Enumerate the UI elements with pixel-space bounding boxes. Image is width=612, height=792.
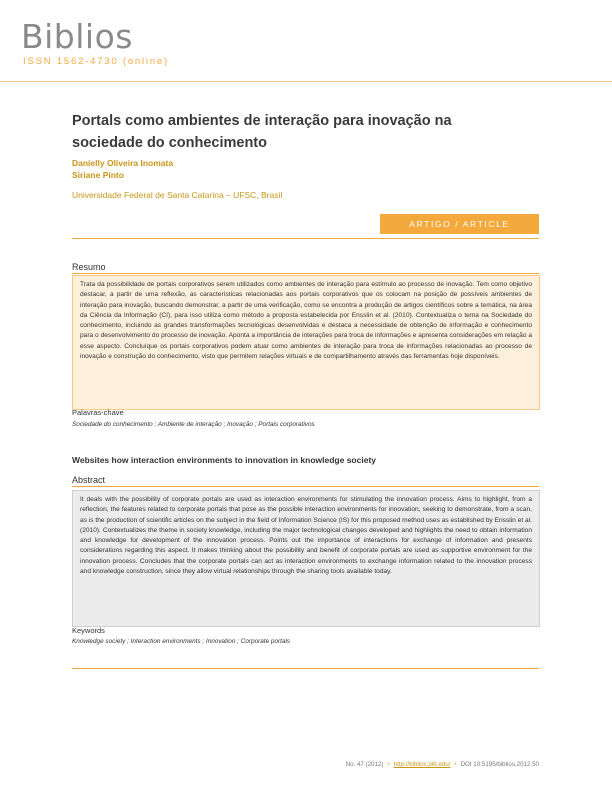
author-name: Siriane Pinto	[72, 170, 124, 180]
issue-number: No. 47 (2012)	[345, 761, 384, 768]
resumo-keywords-label: Palavras-chave	[72, 408, 124, 417]
article-type-badge: ARTIGO / ARTICLE	[380, 214, 539, 234]
badge-divider	[72, 238, 539, 239]
header-divider	[0, 81, 612, 82]
abstract-keywords-label: Keywords	[72, 626, 105, 635]
footer-bullet: •	[454, 761, 457, 768]
resumo-text: Trata da possibilidade de portais corporativos serem utilizados como ambientes de interação para estímulo ao processo de inovação. Tem como objetivo destacar, a partir de uma reflexão, as características relacionadas aos portais corporativos que os colocam na posição de possíveis ambientes de interação para inovação, buscando demonstrar, a partir de uma verificação, como se encontra a produção de artigos científicos sobre a temática, na área da Ciência da Informação (CI), para isso utiliza como método a proposta estabelecida por Ensslin et al. (2010). Contextualiza o tema na Sociedade do conhecimento, incluindo as grandes transformações tecnológicas desenvolvidas e destaca a necessidade de obtenção de informação e conhecimento para o desenvolvimento do processo de inovação. Aponta a importância de interações para troca de informações e apresenta considerações em relação a esse aspecto. Concluíque os portais corporativos podem atuar como ambientes de interação para troca de informações relacionadas ao processo de inovação e construção do conhecimento, visto que permitem relações virtuais e de compartilhamento através das ferramentas hoje disponíveis.	[72, 275, 540, 410]
author-list	[72, 157, 173, 181]
english-title: Websites how interaction environments to innovation in knowledge society	[72, 455, 376, 465]
article-title: Portals como ambientes de interação para inovação na sociedade do conhecimento	[72, 113, 452, 151]
resumo-heading: Resumo	[72, 262, 539, 274]
abstract-keywords: Knowledge society ; Interaction environments ; Innovation ; Corporate portals	[72, 638, 291, 645]
journal-header	[21, 18, 169, 67]
abstract-text: It deals with the possibility of corporate portals are used as interaction environments for stimulating the innovation process. Aims to highlight, from a reflection, the features related to corporate portals that pose as the possible interaction environments for innovation, seeking to demonstrate, from a scan, as is the production of scientific articles on the subject in the field of Information Science (IS) for this proposed method uses as established by Ensslin et al. (2010). Contextualizes the theme in society knowledge, including the major technological changes developed and highlights the need to obtain information and knowledge for development of the innovation process. Points out the importance of interactions for exchange of information and presents considerations regarding this aspect. It makes thinking about the possibility and benefit of corporate portals are used as supportive environment for the innovation process. Concludes that the corporate portals can act as interaction environments to exchange information related to the innovation process and knowledge construction, since they allow virtual relationships through the sharing tools available today.	[72, 490, 540, 627]
doi-label: DOI 10.5195/biblios.2012.50	[460, 761, 539, 768]
journal-url-link[interactable]: http://biblios.pitt.edu/	[393, 761, 451, 768]
footer-bullet: •	[387, 761, 390, 768]
content-bottom-divider	[72, 668, 539, 669]
author-affiliation: Universidade Federal de Santa Catarina – UFSC, Brasil	[72, 190, 283, 200]
page-footer	[346, 761, 539, 768]
issn-label: ISSN 1562-4730 (online)	[23, 56, 169, 67]
author-name: Danielly Oliveira Inomata	[72, 158, 174, 168]
resumo-keywords: Sociedade do conhecimento ; Ambiente de interação ; Inovação ; Portais corporativos	[72, 421, 315, 428]
abstract-heading: Abstract	[72, 475, 539, 487]
journal-logo: Biblios	[21, 17, 133, 56]
